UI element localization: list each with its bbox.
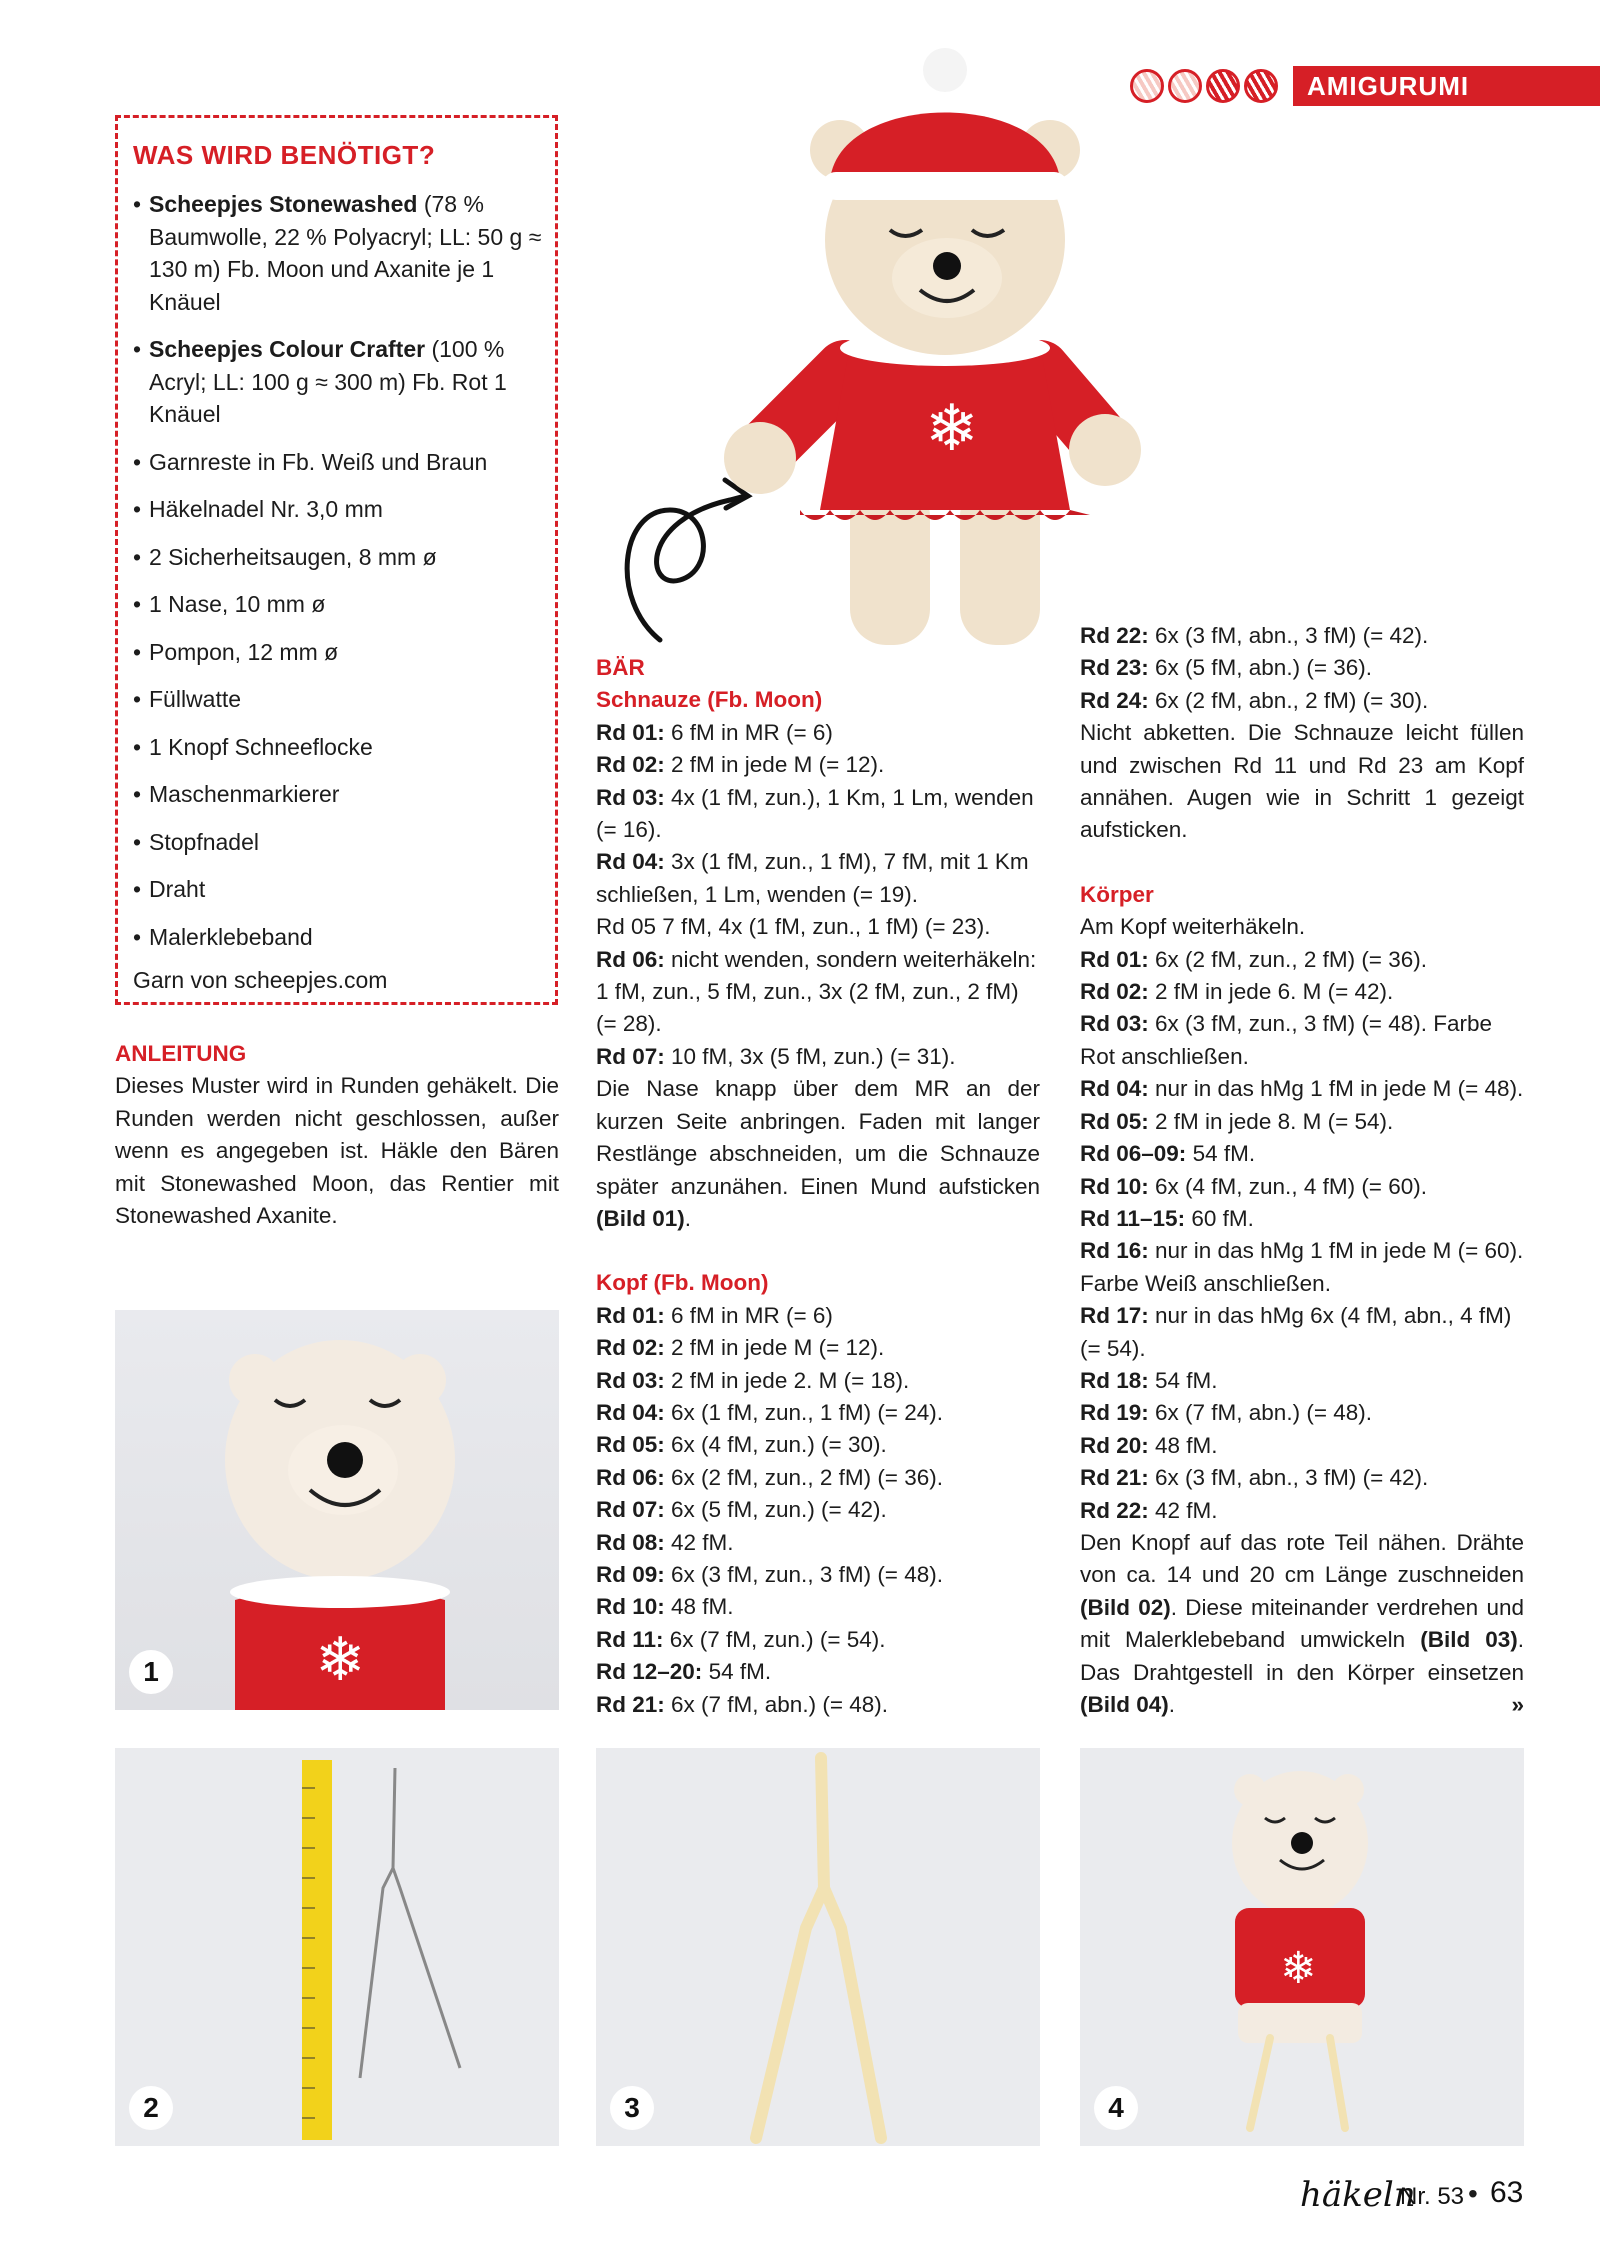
head-rounds-cont (1080, 620, 1524, 717)
instructions-title: ANLEITUNG (115, 1041, 247, 1066)
round-line: Rd 02: 2 fM in jede M (= 12). (596, 752, 885, 778)
bear-title: BÄR (596, 655, 645, 680)
material-item: • Pompon, 12 mm ø (133, 636, 543, 669)
round-line: Rd 07: 6x (5 fM, zun.) (= 42). (596, 1497, 887, 1523)
round-line: Rd 20: 48 fM. (1080, 1432, 1218, 1458)
round-line: Rd 01: 6x (2 fM, zun., 2 fM) (= 36). (1080, 946, 1427, 972)
yarn-source: Garn von scheepjes.com (133, 967, 388, 993)
round-line: Rd 11: 6x (7 fM, zun.) (= 54). (596, 1626, 886, 1652)
photo-4 (1080, 1748, 1524, 2146)
round-line: Rd 19: 6x (7 fM, abn.) (= 48). (1080, 1400, 1372, 1426)
snowflake-icon: ❄ (925, 392, 979, 466)
material-item: • Malerklebeband (133, 921, 543, 954)
round-line: Rd 08: 42 fM. (596, 1529, 734, 1555)
snout-title: Schnauze (Fb. Moon) (596, 687, 823, 713)
bear-with-wire-photo (1080, 1748, 1524, 2146)
body-title: Körper (1080, 881, 1154, 907)
photo-2 (115, 1748, 559, 2146)
section-tag: AMIGURUMI (1293, 66, 1600, 106)
round-line: Rd 04: 6x (1 fM, zun., 1 fM) (= 24). (596, 1399, 943, 1425)
material-item: • Garnreste in Fb. Weiß und Braun (133, 446, 543, 479)
bear-head-photo (115, 1310, 559, 1710)
instructions-text: Dieses Muster wird in Runden gehäkelt. Die Runden werden nicht geschlossen, außer wenn es angegeben ist. Häkle den Bären mit Stonewashed Moon, das Rentier mit Stonewashed Axanite. (115, 1073, 559, 1229)
snout-note: Die Nase knapp über dem MR an der kurzen Seite anbringen. Faden mit langer Restlänge abschneiden, um die Schnauze später anzunähen. Einen Mund aufsticken (Bild 01). (596, 1076, 1040, 1231)
photo-3 (596, 1748, 1040, 2146)
round-line: Rd 05: 2 fM in jede 8. M (= 54). (1080, 1108, 1394, 1134)
round-line: Rd 18: 54 fM. (1080, 1367, 1218, 1393)
continue-mark: » (1511, 1692, 1524, 1717)
page-number: 63 (1490, 2176, 1524, 2209)
round-line: Rd 04: 3x (1 fM, zun., 1 fM), 7 fM, mit 1 Km schließen, 1 Lm, wenden (= 19). (596, 849, 1029, 907)
round-line: Rd 05 7 fM, 4x (1 fM, zun., 1 fM) (= 23). (596, 914, 991, 940)
round-line: Rd 01: 6 fM in MR (= 6) (596, 1302, 833, 1328)
bear-hat (830, 113, 1060, 181)
issue-number: Nr. 53 (1400, 2183, 1465, 2210)
footer-separator: • (1468, 2178, 1478, 2209)
bear-paw (724, 422, 796, 494)
svg-text:❄: ❄ (1280, 1943, 1317, 1994)
photo-number: 3 (610, 2086, 654, 2130)
round-line: Rd 22: 42 fM. (1080, 1497, 1218, 1523)
svg-text:❄: ❄ (315, 1625, 366, 1695)
materials-title: WAS WIRD BENÖTIGT? (133, 140, 436, 170)
round-line: Rd 21: 6x (3 fM, abn., 3 fM) (= 42). (1080, 1465, 1429, 1491)
round-line: Rd 03: 4x (1 fM, zun.), 1 Km, 1 Lm, wenden (= 16). (596, 784, 1034, 843)
bear-paw (1069, 414, 1141, 486)
yarn-ball-icon (1206, 69, 1240, 103)
material-item: • Scheepjes Colour Crafter (100 % Acryl; LL: 100 g ≈ 300 m) Fb. Rot 1 Knäuel (133, 333, 543, 431)
round-line: Rd 06: nicht wenden, sondern weiterhäkeln: 1 fM, zun., 5 fM, zun., 3x (2 fM, zun., 2 fM) (= 28). (596, 946, 1037, 1037)
hat-brim (822, 172, 1068, 200)
material-item: • Füllwatte (133, 683, 543, 716)
round-line: Rd 05: 6x (4 fM, zun.) (= 30). (596, 1432, 887, 1458)
material-item: • Stopfnadel (133, 826, 543, 859)
pompon (923, 48, 967, 92)
round-line: Rd 02: 2 fM in jede M (= 12). (596, 1335, 885, 1361)
round-line: Rd 07: 10 fM, 3x (5 fM, zun.) (= 31). (596, 1043, 956, 1069)
round-line: Rd 17: nur in das hMg 6x (4 fM, abn., 4 fM) (= 54). (1080, 1303, 1512, 1361)
photo-1 (115, 1310, 559, 1710)
photo-number: 1 (129, 1650, 173, 1694)
dress-ruffle (800, 510, 1090, 520)
bear-column-2 (1080, 620, 1524, 1721)
material-item: • 2 Sicherheitsaugen, 8 mm ø (133, 541, 543, 574)
instructions-section (115, 1038, 559, 1232)
round-line: Rd 03: 2 fM in jede 2. M (= 18). (596, 1367, 910, 1393)
round-line: Rd 12–20: 54 fM. (596, 1659, 772, 1685)
round-line: Rd 16: nur in das hMg 1 fM in jede M (= 60). Farbe Weiß anschließen. (1080, 1238, 1524, 1296)
round-line: Rd 06–09: 54 fM. (1080, 1141, 1256, 1167)
round-line: Rd 01: 6 fM in MR (= 6) (596, 719, 833, 745)
magazine-brand: häkeln (1300, 2175, 1416, 2215)
yarn-ball-icon (1168, 69, 1202, 103)
round-line: Rd 22: 6x (3 fM, abn., 3 fM) (= 42). (1080, 623, 1429, 648)
material-item: • Häkelnadel Nr. 3,0 mm (133, 493, 543, 526)
head-rounds (596, 1300, 1040, 1721)
material-item: • Draht (133, 873, 543, 906)
body-note: Den Knopf auf das rote Teil nähen. Drähte von ca. 14 und 20 cm Länge zuschneiden (Bild 02). Diese miteinander verdrehen und mit Malerklebeband umwickeln (Bild 03). Das Drahtgestell in den Körper einsetzen (Bild 04). » (1080, 1527, 1524, 1721)
snout-rounds (596, 717, 1040, 1073)
materials-list (133, 188, 543, 968)
round-line: Rd 09: 6x (3 fM, zun., 3 fM) (= 48). (596, 1561, 943, 1587)
material-item: • 1 Knopf Schneeflocke (133, 731, 543, 764)
head-note: Nicht abketten. Die Schnauze leicht füllen und zwischen Rd 11 und Rd 23 am Kopf annähen. Augen wie in Schritt 1 gezeigt aufsticken. (1080, 720, 1524, 843)
yarn-ball-icon (1244, 69, 1278, 103)
round-line: Rd 04: nur in das hMg 1 fM in jede M (= 48). (1080, 1076, 1524, 1102)
round-line: Rd 06: 6x (2 fM, zun., 2 fM) (= 36). (596, 1464, 943, 1490)
arrow-doodle (627, 496, 745, 640)
material-item: • 1 Nase, 10 mm ø (133, 588, 543, 621)
bear-column-1 (596, 652, 1040, 1721)
material-item: • Scheepjes Stonewashed (78 % Baumwolle, 22 % Polyacryl; LL: 50 g ≈ 130 m) Fb. Moon und Axanite je 1 Knäuel (133, 188, 543, 318)
taped-wire-photo (596, 1748, 1040, 2146)
round-line: Rd 21: 6x (7 fM, abn.) (= 48). (596, 1691, 888, 1717)
bear-hero-image (600, 40, 1160, 660)
wire-measure-photo (115, 1748, 559, 2146)
material-item: • Maschenmarkierer (133, 778, 543, 811)
round-line: Rd 10: 48 fM. (596, 1594, 734, 1620)
round-line: Rd 24: 6x (2 fM, abn., 2 fM) (= 30). (1080, 687, 1429, 713)
body-intro: Am Kopf weiterhäkeln. (1080, 914, 1306, 940)
round-line: Rd 23: 6x (5 fM, abn.) (= 36). (1080, 655, 1372, 681)
round-line: Rd 03: 6x (3 fM, zun., 3 fM) (= 48). Farbe Rot anschließen. (1080, 1011, 1493, 1069)
photo-number: 2 (129, 2086, 173, 2130)
bear-nose (933, 252, 961, 280)
round-line: Rd 02: 2 fM in jede 6. M (= 42). (1080, 979, 1394, 1005)
body-rounds (1080, 944, 1524, 1527)
round-line: Rd 10: 6x (4 fM, zun., 4 fM) (= 60). (1080, 1173, 1427, 1199)
round-line: Rd 11–15: 60 fM. (1080, 1205, 1254, 1231)
head-title: Kopf (Fb. Moon) (596, 1270, 769, 1296)
photo-number: 4 (1094, 2086, 1138, 2130)
